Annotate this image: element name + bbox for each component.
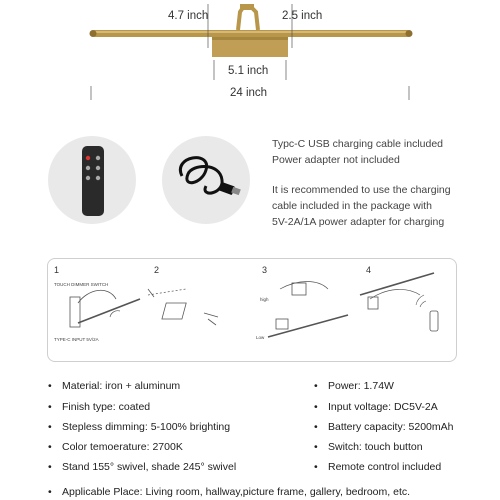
feature-left-4: • Stand 155° swivel, shade 245° swivel	[48, 461, 237, 473]
info-line: Power adapter not included	[272, 154, 400, 166]
step-number-4: 4	[366, 265, 372, 275]
feature-right-4: • Remote control included	[314, 461, 442, 473]
info-line: cable included in the package with	[272, 200, 432, 212]
feature-left-0: • Material: iron + aluminum	[48, 380, 181, 392]
applicable-place: • Applicable Place: Living room, hallway,picture frame, gallery, bedroom, etc.	[48, 486, 411, 498]
installation-steps	[47, 258, 457, 362]
feature-right-1: • Input voltage: DC5V-2A	[314, 401, 438, 413]
info-line: 5V-2A/1A power adapter for charging	[272, 216, 445, 228]
dim-total-width: 24 inch	[230, 87, 268, 99]
remote-control-icon	[48, 136, 136, 224]
step-number-3: 3	[262, 265, 268, 275]
feature-right-3: • Switch: touch button	[314, 441, 423, 453]
feature-left-1: • Finish type: coated	[48, 401, 151, 413]
input-label: TYPE-C INPUT 5V/2A	[54, 337, 99, 342]
dim-left-height: 4.7 inch	[168, 10, 209, 22]
high-label: high	[260, 297, 269, 302]
info-line: Typc-C USB charging cable included	[272, 138, 444, 150]
low-label: Low	[256, 335, 265, 340]
installation-illustration	[48, 259, 456, 361]
feature-right-0: • Power: 1.74W	[314, 380, 394, 392]
dim-right-height: 2.5 inch	[282, 10, 323, 22]
charging-info	[272, 136, 451, 230]
remote-photo	[48, 136, 136, 224]
step-number-2: 2	[154, 265, 160, 275]
info-line: It is recommended to use the charging	[272, 184, 451, 196]
feature-left-2: • Stepless dimming: 5-100% brighting	[48, 421, 231, 433]
dim-base-width: 5.1 inch	[228, 65, 269, 77]
step-number-1: 1	[54, 265, 60, 275]
usb-cable-icon	[162, 136, 250, 224]
touch-switch-label: TOUCH DIMMER SWITCH	[54, 282, 109, 287]
feature-left-3: • Color temoerature: 2700K	[48, 441, 183, 453]
info-line	[272, 168, 451, 182]
feature-right-2: • Battery capacity: 5200mAh	[314, 421, 454, 433]
cable-photo	[162, 136, 250, 224]
